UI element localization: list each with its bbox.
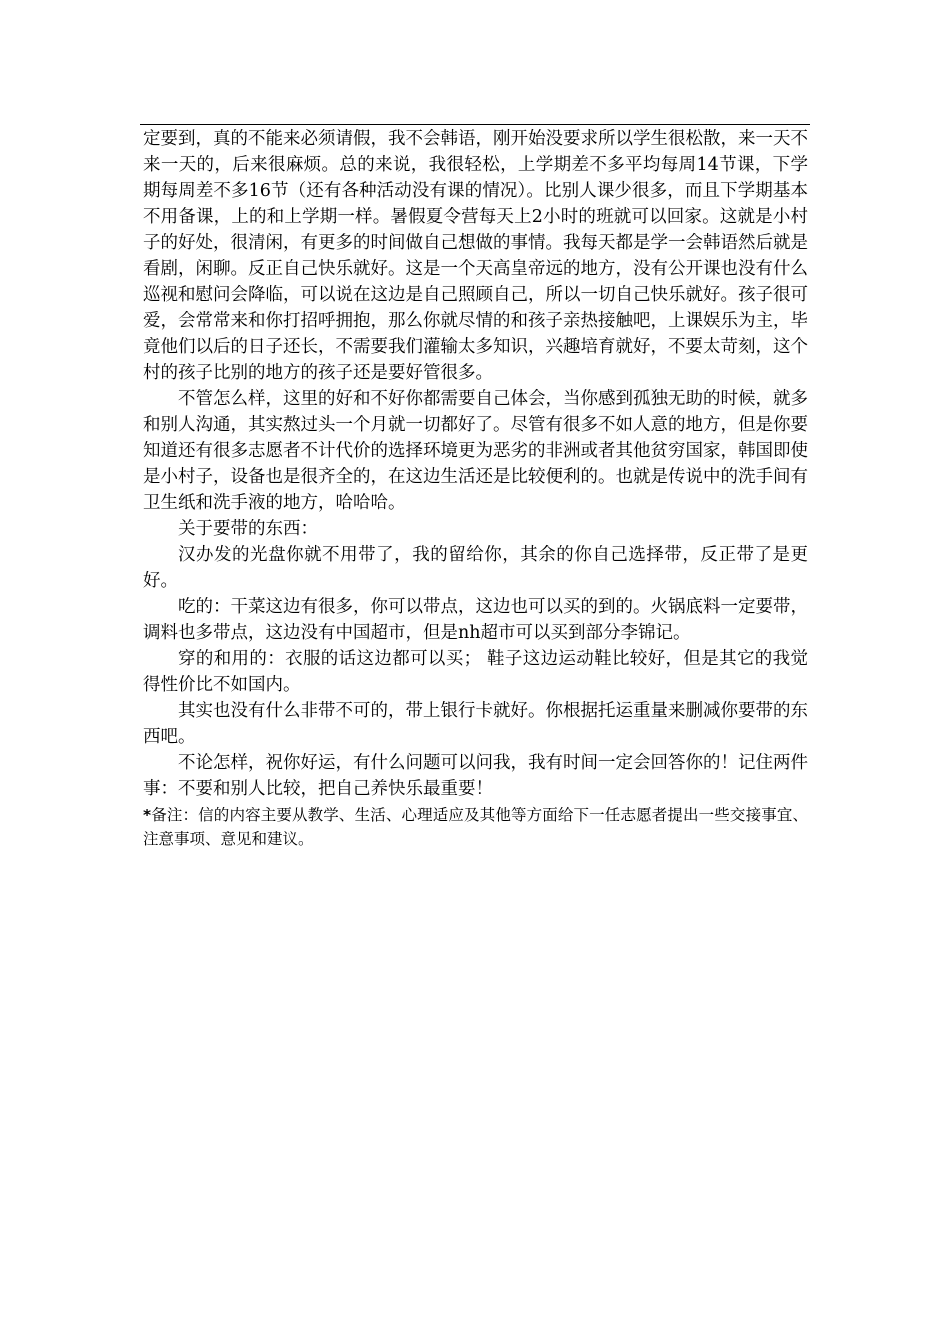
paragraph-continued-teaching: 定要到，真的不能来必须请假，我不会韩语，刚开始没要求所以学生很松散，来一天不来一天的，后来很麻烦。总的来说，我很轻松，上学期差不多平均每周14节课，下学期每周差不多16节（还有各种活动没有课的情况）。比别人课少很多，而且下学期基本不用备课，上的和上学期一样。暑假夏令营每天上2小时的班就可以回家。这就是小村子的好处，很清闲，有更多的时间做自己想做的事情。我每天都是学一会韩语然后就是看剧，闲聊。反正自己快乐就好。这是一个天高皇帝远的地方，没有公开课也没有什么巡视和慰问会降临，可以说在这边是自己照顾自己，所以一切自己快乐就好。孩子很可爱，会常常来和你打招呼拥抱，那么你就尽情的和孩子亲热接触吧，上课娱乐为主，毕竟他们以后的日子还长，不需要我们灌输太多知识，兴趣培育就好，不要太苛刻，这个村的孩子比别的地方的孩子还是要好管很多。 [143, 129, 808, 383]
footnote [143, 803, 808, 851]
footnote-asterisk: * [143, 806, 152, 824]
paragraph-essentials: 其实也没有什么非带不可的，带上银行卡就好。你根据托运重量来删减你要带的东西吧。 [143, 701, 808, 747]
paragraph-cd: 汉办发的光盘你就不用带了，我的留给你，其余的你自己选择带，反正带了是更好。 [143, 545, 808, 591]
letter-body [143, 126, 808, 851]
paragraph-food: 吃的：干菜这边有很多，你可以带点，这边也可以买的到的。火锅底料一定要带，调料也多带点，这边没有中国超市，但是nh超市可以买到部分李锦记。 [143, 597, 808, 643]
top-rule-line [140, 124, 810, 125]
paragraph-clothing: 穿的和用的：衣服的话这边都可以买； 鞋子这边运动鞋比较好，但是其它的我觉得性价比不如国内。 [143, 649, 808, 695]
footnote-text: 备注：信的内容主要从教学、生活、心理适应及其他等方面给下一任志愿者提出一些交接事宜、注意事项、意见和建议。 [143, 806, 808, 848]
paragraph-adjustment: 不管怎么样，这里的好和不好你都需要自己体会，当你感到孤独无助的时候，就多和别人沟通，其实熬过头一个月就一切都好了。尽管有很多不如人意的地方，但是你要知道还有很多志愿者不计代价的选择环境更为恶劣的非洲或者其他贫穷国家，韩国即使是小村子，设备也是很齐全的，在这边生活还是比较便利的。也就是传说中的洗手间有卫生纸和洗手液的地方，哈哈哈。 [143, 389, 808, 513]
paragraph-packing-heading: 关于要带的东西： [178, 519, 318, 539]
paragraph-closing: 不论怎样，祝你好运，有什么问题可以问我，我有时间一定会回答你的！记住两件事：不要和别人比较，把自己养快乐最重要！ [143, 753, 808, 799]
